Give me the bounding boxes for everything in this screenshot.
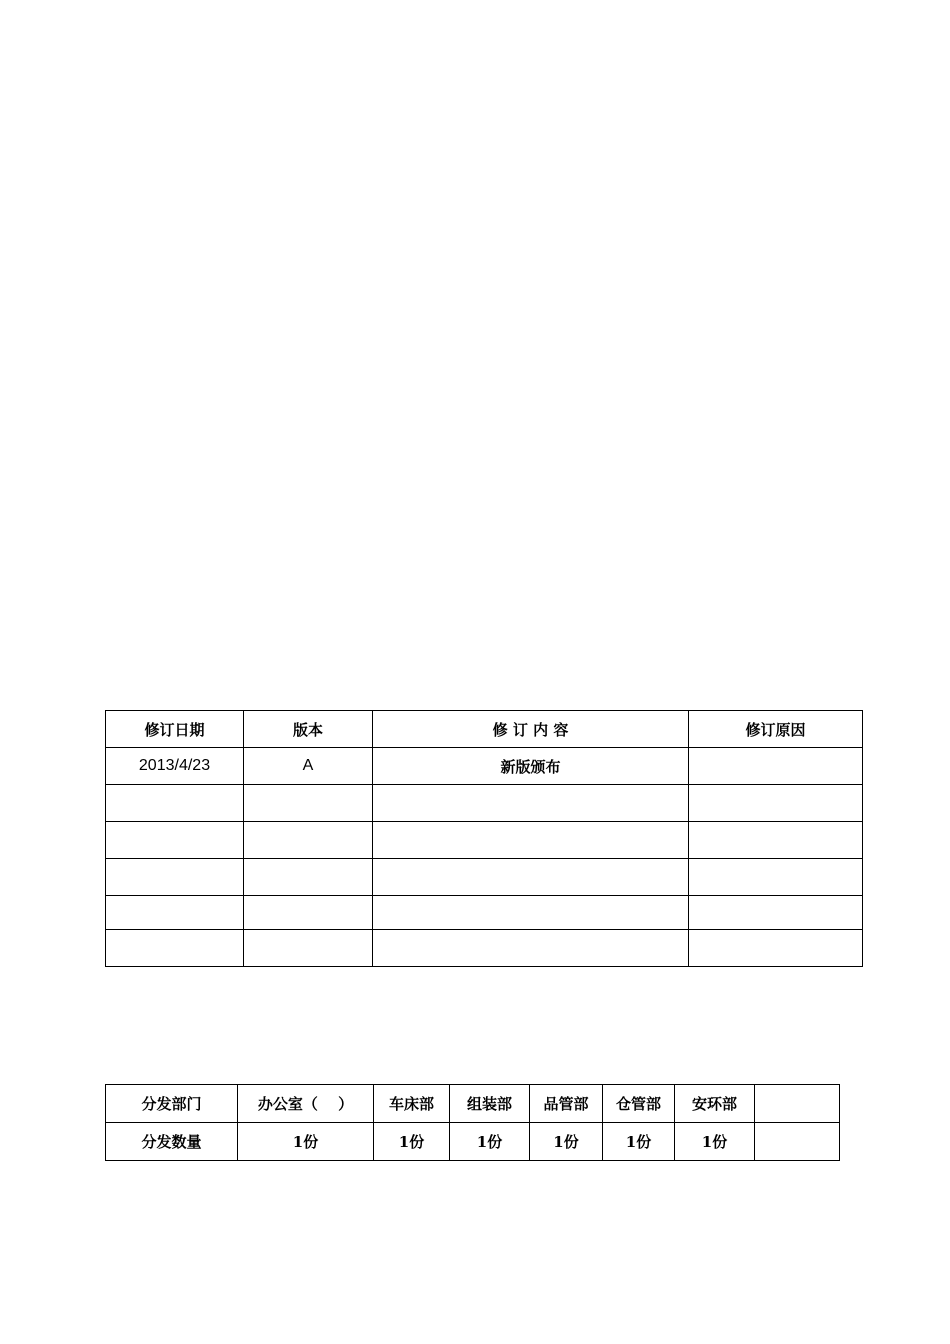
cell-content xyxy=(373,896,689,930)
cell-reason xyxy=(689,785,863,822)
cell-version: A xyxy=(244,748,373,785)
quantity-quality: 1份 xyxy=(530,1123,603,1161)
department-blank xyxy=(755,1085,840,1123)
quantity-safety-env: 1份 xyxy=(675,1123,755,1161)
table-row xyxy=(106,859,863,896)
quantity-assembly: 1份 xyxy=(450,1123,530,1161)
quantity-label: 分发数量 xyxy=(106,1123,238,1161)
cell-content xyxy=(373,822,689,859)
department-safety-env: 安环部 xyxy=(675,1085,755,1123)
cell-content: 新版颁布 xyxy=(373,748,689,785)
header-revision-content: 修 订 内 容 xyxy=(373,711,689,748)
quantity-blank xyxy=(755,1123,840,1161)
table-row xyxy=(106,896,863,930)
cell-version xyxy=(244,859,373,896)
cell-version xyxy=(244,822,373,859)
header-revision-date: 修订日期 xyxy=(106,711,244,748)
cell-date xyxy=(106,859,244,896)
table-row xyxy=(106,748,863,785)
department-lathe: 车床部 xyxy=(374,1085,450,1123)
department-quality: 品管部 xyxy=(530,1085,603,1123)
cell-version xyxy=(244,930,373,967)
cell-date xyxy=(106,896,244,930)
quantity-office: 1份 xyxy=(238,1123,374,1161)
cell-content xyxy=(373,859,689,896)
cell-reason xyxy=(689,859,863,896)
quantity-row xyxy=(106,1123,840,1161)
departments-label: 分发部门 xyxy=(106,1085,238,1123)
cell-date: 2013/4/23 xyxy=(106,748,244,785)
quantity-warehouse: 1份 xyxy=(603,1123,675,1161)
table-row xyxy=(106,785,863,822)
table-header-row xyxy=(106,711,863,748)
header-revision-reason: 修订原因 xyxy=(689,711,863,748)
quantity-lathe: 1份 xyxy=(374,1123,450,1161)
table-row xyxy=(106,930,863,967)
department-assembly: 组装部 xyxy=(450,1085,530,1123)
cell-reason xyxy=(689,930,863,967)
cell-version xyxy=(244,896,373,930)
department-warehouse: 仓管部 xyxy=(603,1085,675,1123)
table-row xyxy=(106,822,863,859)
cell-reason xyxy=(689,748,863,785)
header-version: 版本 xyxy=(244,711,373,748)
cell-content xyxy=(373,785,689,822)
distribution-table xyxy=(105,1084,840,1161)
cell-date xyxy=(106,822,244,859)
cell-date xyxy=(106,785,244,822)
cell-content xyxy=(373,930,689,967)
cell-reason xyxy=(689,822,863,859)
cell-version xyxy=(244,785,373,822)
cell-date xyxy=(106,930,244,967)
department-row xyxy=(106,1085,840,1123)
revision-history-table xyxy=(105,710,863,967)
cell-reason xyxy=(689,896,863,930)
department-office: 办公室（ ） xyxy=(238,1085,374,1123)
